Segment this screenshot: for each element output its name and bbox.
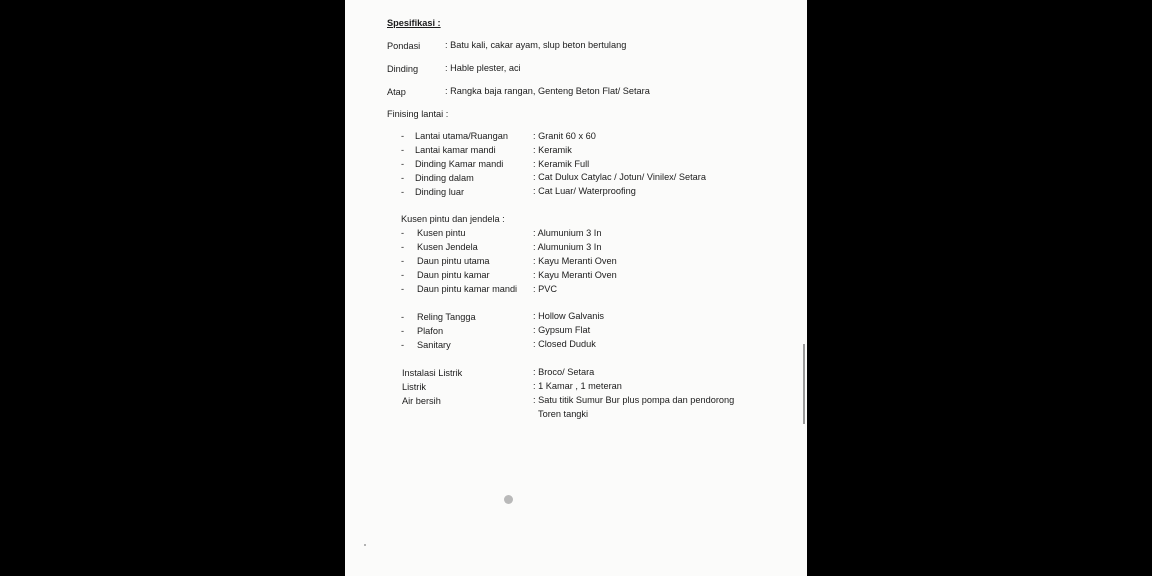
kusen-label-daun-km: Daun pintu kamar mandi [417, 284, 518, 294]
finishing-label-dinding-dalam: Dinding dalam [415, 173, 474, 183]
list-dash: - [401, 270, 405, 280]
list-dash: - [401, 173, 405, 183]
spec-label-dinding: Dinding [387, 64, 419, 74]
finishing-value-lantai-km: : Keramik [533, 145, 572, 155]
list-dash: - [401, 256, 405, 266]
finishing-label-dinding-km: Dinding Kamar mandi [415, 159, 504, 169]
scrollbar-thumb[interactable] [803, 344, 805, 424]
spec-value-atap: : Rangka baja rangan, Genteng Beton Flat/ Setara [445, 86, 650, 96]
util-value-listrik: : 1 Kamar , 1 meteran [533, 381, 622, 391]
util-label-instalasi: Instalasi Listrik [402, 368, 463, 378]
util-value-air-continued: Toren tangki [538, 409, 589, 419]
list-dash: - [401, 312, 405, 322]
list-dash: - [401, 131, 405, 141]
util-label-air: Air bersih [402, 396, 441, 406]
finishing-value-dinding-dalam: : Cat Dulux Catylac / Jotun/ Vinilex/ Setara [533, 172, 706, 182]
spec-label-pondasi: Pondasi [387, 41, 421, 51]
kusen-value-daun-km: : PVC [533, 284, 557, 294]
kusen-label-daun-utama: Daun pintu utama [417, 256, 490, 266]
misc-label-sanitary: Sanitary [417, 340, 451, 350]
spec-value-pondasi: : Batu kali, cakar ayam, slup beton bertulang [445, 40, 627, 50]
misc-label-reling: Reling Tangga [417, 312, 476, 322]
misc-value-plafon: : Gypsum Flat [533, 325, 591, 335]
kusen-label-jendela: Kusen Jendela [417, 242, 478, 252]
spec-label-atap: Atap [387, 87, 406, 97]
list-dash: - [401, 242, 405, 252]
util-value-instalasi: : Broco/ Setara [533, 367, 595, 377]
finishing-value-dinding-luar: : Cat Luar/ Waterproofing [533, 186, 636, 196]
kusen-title: Kusen pintu dan jendela : [401, 214, 505, 224]
list-dash: - [401, 159, 405, 169]
util-value-air: : Satu titik Sumur Bur plus pompa dan pendorong [533, 395, 735, 405]
kusen-label-daun-kamar: Daun pintu kamar [417, 270, 490, 280]
finishing-value-lantai-utama: : Granit 60 x 60 [533, 131, 596, 141]
kusen-value-pintu: : Alumunium 3 In [533, 228, 602, 238]
misc-value-reling: : Hollow Galvanis [533, 311, 604, 321]
list-dash: - [401, 326, 405, 336]
list-dash: - [401, 228, 405, 238]
finishing-label-lantai-km: Lantai kamar mandi [415, 145, 496, 155]
scan-smudge [504, 495, 513, 504]
list-dash: - [401, 284, 405, 294]
list-dash: - [401, 340, 405, 350]
finishing-value-dinding-km: : Keramik Full [533, 159, 590, 169]
list-dash: - [401, 145, 405, 155]
finishing-title: Finising lantai : [387, 109, 449, 119]
misc-label-plafon: Plafon [417, 326, 444, 336]
finishing-label-dinding-luar: Dinding luar [415, 187, 465, 197]
finishing-label-lantai-utama: Lantai utama/Ruangan [415, 131, 508, 141]
util-label-listrik: Listrik [402, 382, 426, 392]
list-dash: - [401, 187, 405, 197]
kusen-value-daun-kamar: : Kayu Meranti Oven [533, 270, 617, 280]
spec-title: Spesifikasi : [387, 18, 441, 28]
scan-speck [364, 544, 366, 546]
misc-value-sanitary: : Closed Duduk [533, 339, 596, 349]
kusen-value-daun-utama: : Kayu Meranti Oven [533, 256, 617, 266]
document-page [345, 0, 807, 576]
spec-value-dinding: : Hable plester, aci [445, 63, 521, 73]
kusen-label-pintu: Kusen pintu [417, 228, 466, 238]
kusen-value-jendela: : Alumunium 3 In [533, 242, 602, 252]
